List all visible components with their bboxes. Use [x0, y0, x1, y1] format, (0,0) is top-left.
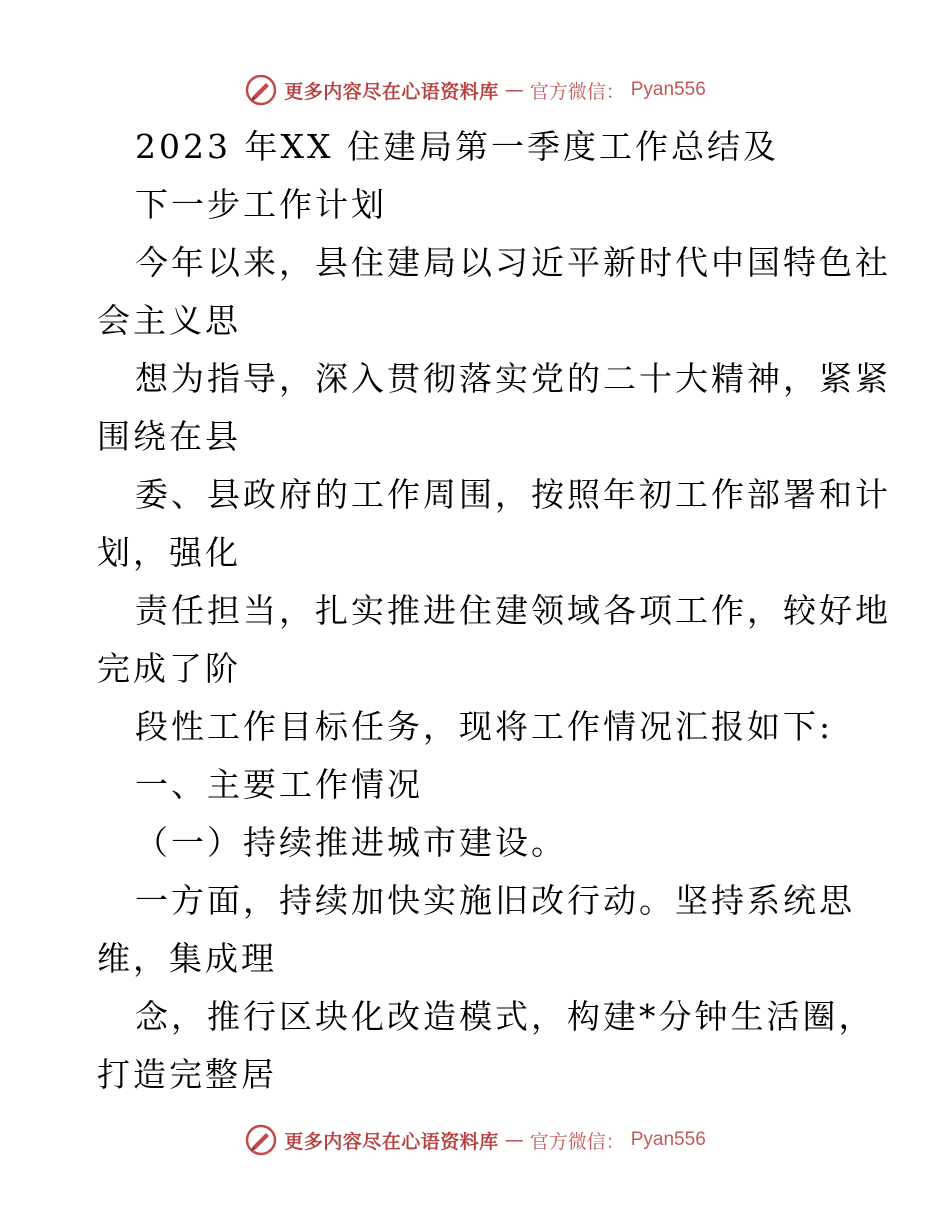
text-line: 今年以来，县住建局以习近平新时代中国特色社	[135, 243, 891, 282]
watermark-separator: —	[504, 79, 524, 101]
text-line: 一方面，持续加快实施旧改行动。坚持系统思	[135, 881, 855, 920]
text-line: 一、主要工作情况	[135, 765, 423, 804]
text-line: 下一步工作计划	[135, 185, 387, 224]
text-line: 段性工作目标任务，现将工作情况汇报如下:	[135, 707, 834, 746]
watermark-wechat-id: Pyan556	[630, 1129, 706, 1150]
text-line: 责任担当，扎实推进住建领域各项工作，较好地	[135, 591, 891, 630]
footer-watermark	[0, 1120, 950, 1160]
text-line: 划，强化	[97, 533, 241, 572]
text-line: 委、县政府的工作周围，按照年初工作部署和计	[135, 475, 891, 514]
watermark-separator: —	[504, 1129, 524, 1151]
text-line: 打造完整居	[97, 1055, 277, 1094]
header-watermark	[0, 70, 950, 110]
text-line: 完成了阶	[97, 649, 241, 688]
text-line: 念，推行区块化改造模式，构建*分钟生活圈，	[135, 997, 875, 1036]
watermark-main-text: 更多内容尽在心语资料库	[284, 1130, 499, 1153]
watermark-main-text: 更多内容尽在心语资料库	[284, 80, 499, 103]
text-line: 想为指导，深入贯彻落实党的二十大精神，紧紧	[135, 359, 891, 398]
text-line: 维，集成理	[97, 939, 277, 978]
watermark-logo-icon	[244, 1123, 278, 1157]
document-body	[97, 118, 891, 1104]
watermark-sub-text: 官方微信：	[529, 80, 625, 103]
text-line: （一）持续推进城市建设。	[135, 823, 567, 862]
watermark-wechat-id: Pyan556	[630, 79, 706, 100]
text-line: 会主义思	[97, 301, 241, 340]
watermark-logo-icon	[244, 73, 278, 107]
text-line: 2023 年XX 住建局第一季度工作总结及	[135, 127, 779, 166]
watermark-sub-text: 官方微信：	[529, 1130, 625, 1153]
text-line: 围绕在县	[97, 417, 241, 456]
